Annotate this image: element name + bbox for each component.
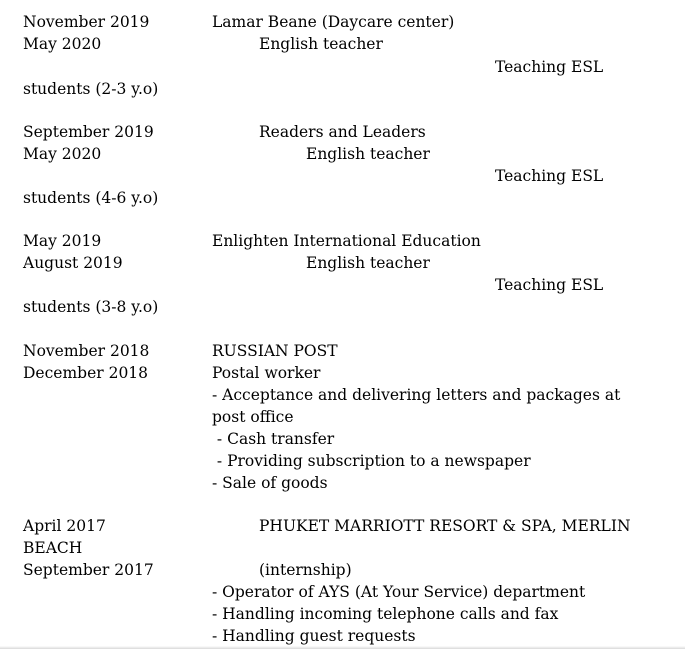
duty-item: - Operator of AYS (At Your Service) department [212, 583, 586, 601]
job-description: Teaching ESL [495, 276, 604, 294]
end-date: May 2020 [23, 35, 102, 53]
end-date: September 2017 [23, 561, 154, 579]
job-position: English teacher [259, 35, 383, 53]
job-description-continued: students (3-8 y.o) [23, 298, 159, 316]
start-date: May 2019 [23, 232, 102, 250]
employer-name: Enlighten International Education [212, 232, 481, 250]
start-date: April 2017 [23, 517, 106, 535]
job-description: Teaching ESL [495, 167, 604, 185]
job-position: English teacher [306, 145, 430, 163]
job-position: English teacher [306, 254, 430, 272]
duty-item: - Handling incoming telephone calls and fax [212, 605, 559, 623]
duty-item: - Sale of goods [212, 474, 328, 492]
duty-item-continued: post office [212, 408, 294, 426]
start-date: November 2018 [23, 342, 150, 360]
employer-name-continued: BEACH [23, 539, 83, 557]
job-description-continued: students (2-3 y.o) [23, 80, 159, 98]
employer-name: RUSSIAN POST [212, 342, 338, 360]
job-position: Postal worker [212, 364, 321, 382]
job-position: (internship) [259, 561, 352, 579]
start-date: September 2019 [23, 123, 154, 141]
duty-item: - Handling guest requests [212, 627, 416, 645]
job-description-continued: students (4-6 y.o) [23, 189, 159, 207]
job-description: Teaching ESL [495, 58, 604, 76]
start-date: November 2019 [23, 13, 150, 31]
end-date: December 2018 [23, 364, 149, 382]
duty-item: - Cash transfer [212, 430, 335, 448]
duty-item: - Providing subscription to a newspaper [212, 452, 531, 470]
end-date: May 2020 [23, 145, 102, 163]
end-date: August 2019 [23, 254, 123, 272]
employer-name: Readers and Leaders [259, 123, 426, 141]
employer-name: PHUKET MARRIOTT RESORT & SPA, MERLIN [259, 517, 631, 535]
employer-name: Lamar Beane (Daycare center) [212, 13, 455, 31]
duty-item: - Acceptance and delivering letters and packages at [212, 386, 621, 404]
